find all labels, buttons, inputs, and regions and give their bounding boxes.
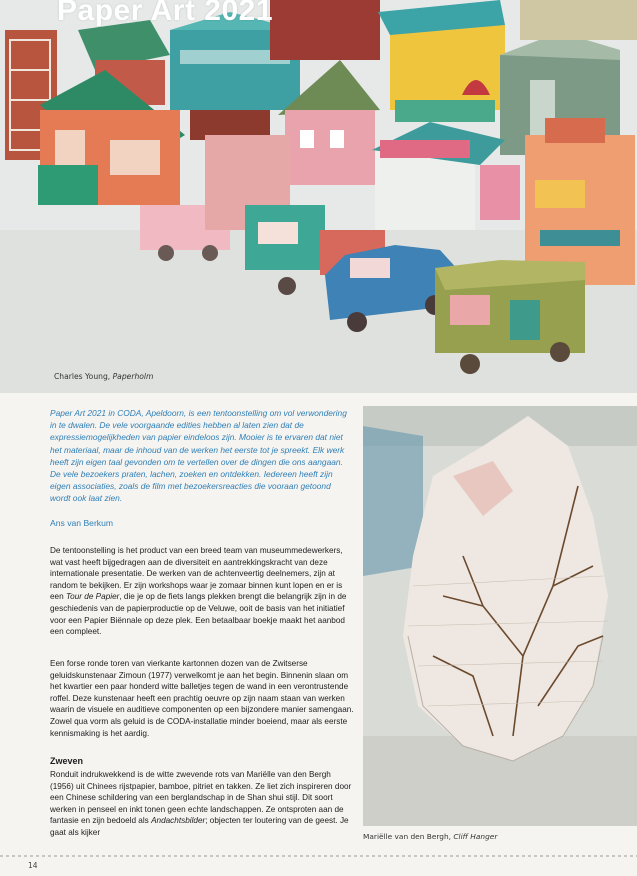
section-heading: Zweven: [50, 756, 84, 766]
body-text: , die je op de fiets langs plekken brengt die belangrijk zijn in de geschiedenis van de papierproductie op de Veluwe, ooit de basis van het initiatief voor een Papier Biënnale op deze plek. Een betaalbaar boekje maakt het aanbod een compleet.: [50, 592, 347, 637]
body-text: De tentoonstelling is het product van een breed team van museummedewerkers, wat vast heeft bijgedragen aan de diversiteit en aantrekkingskracht van deze internationale presentatie. De werken van de achtenveertig deelnemers, zijn at random te bekijken. Er zijn workshops waar je zomaar binnen kunt lopen en er is een: [50, 546, 343, 602]
floating-rock-sculpture: [363, 406, 637, 826]
intro-paragraph: Paper Art 2021 in CODA, Apeldoorn, is een tentoonstelling om vol verwondering in te dwalen. De vele voorgaande edities hebben al laten zien dat de expressiemogelijkheden van papier eindeloos zijn. Mooier is te ervaren dat niet het materiaal, maar de inhoud van de werken het eerste tot je spreekt. Elk werk heeft zijn eigen taal gevonden om te vertellen over de dingen die ons aangaan. De vele bezoekers praten, lachen, zoeken en ontdekken. Iedereen heeft zijn eigen associaties, zoals de film met bezoekersreacties die vooraan getoond wordt ook laat zien.: [50, 408, 347, 504]
body-text: Ronduit indrukwekkend is de witte zwevende rots van Mariëlle van den Bergh (1956) uit Chinees rijstpapier, bamboe, pitriet en takken. Ze liet zich inspireren door een Chinese schildering van een berglandschap in de Shan shui stijl. Dit soort werken in penseel en inkt tonen geen echte landschappen. Ze ontsproten aan de fantasie en zijn bedoeld als: [50, 770, 352, 826]
paperholm-photo: [0, 0, 637, 393]
paper-houses-illustration: [0, 0, 637, 393]
author-byline: Ans van Berkum: [50, 518, 114, 528]
green-small-house: [38, 165, 98, 205]
body-paragraph: [50, 658, 354, 739]
photo-caption: [54, 372, 153, 381]
cliff-hanger-photo: [363, 406, 637, 826]
body-emphasis: Tour de Papier: [65, 592, 120, 602]
body-text: Een forse ronde toren van vierkante kartonnen dozen van de Zwitserse geluidskunstenaar Zimoun (1977) verwelkomt je aan het begin. Binnenin slaan om het kwartier een paar honderd witte balletjes tegen de wand in een verontrustende roffel. Deze kunstenaar heeft een prachtig oeuvre op zijn naam staan van werken waarin de visuele en auditieve componenten op een bijzondere manier samengaan. Zowel qua vorm als geluid is de CODA-installatie minder boeiend, maar als eerste kennismaking is het aardig.: [50, 659, 354, 738]
caption-work-title: Cliff Hanger: [453, 832, 498, 841]
orange-tower: [525, 118, 635, 285]
page-number: 14: [28, 861, 38, 870]
page-title: Paper Art 2021: [57, 0, 274, 27]
body-emphasis: Andachtsbilder: [151, 816, 206, 826]
body-text: ; objecten ter loutering van de geest. Je gaat als kijker: [50, 816, 349, 837]
caption-artist: Charles Young,: [54, 372, 113, 381]
page-divider: [0, 855, 637, 857]
yellow-building: [378, 0, 505, 122]
body-paragraph: [50, 769, 354, 839]
caption-artist: Mariëlle van den Bergh,: [363, 832, 454, 841]
photo-caption: [363, 832, 497, 841]
body-paragraph: [50, 545, 354, 638]
caption-work-title: Paperholm: [112, 372, 154, 381]
